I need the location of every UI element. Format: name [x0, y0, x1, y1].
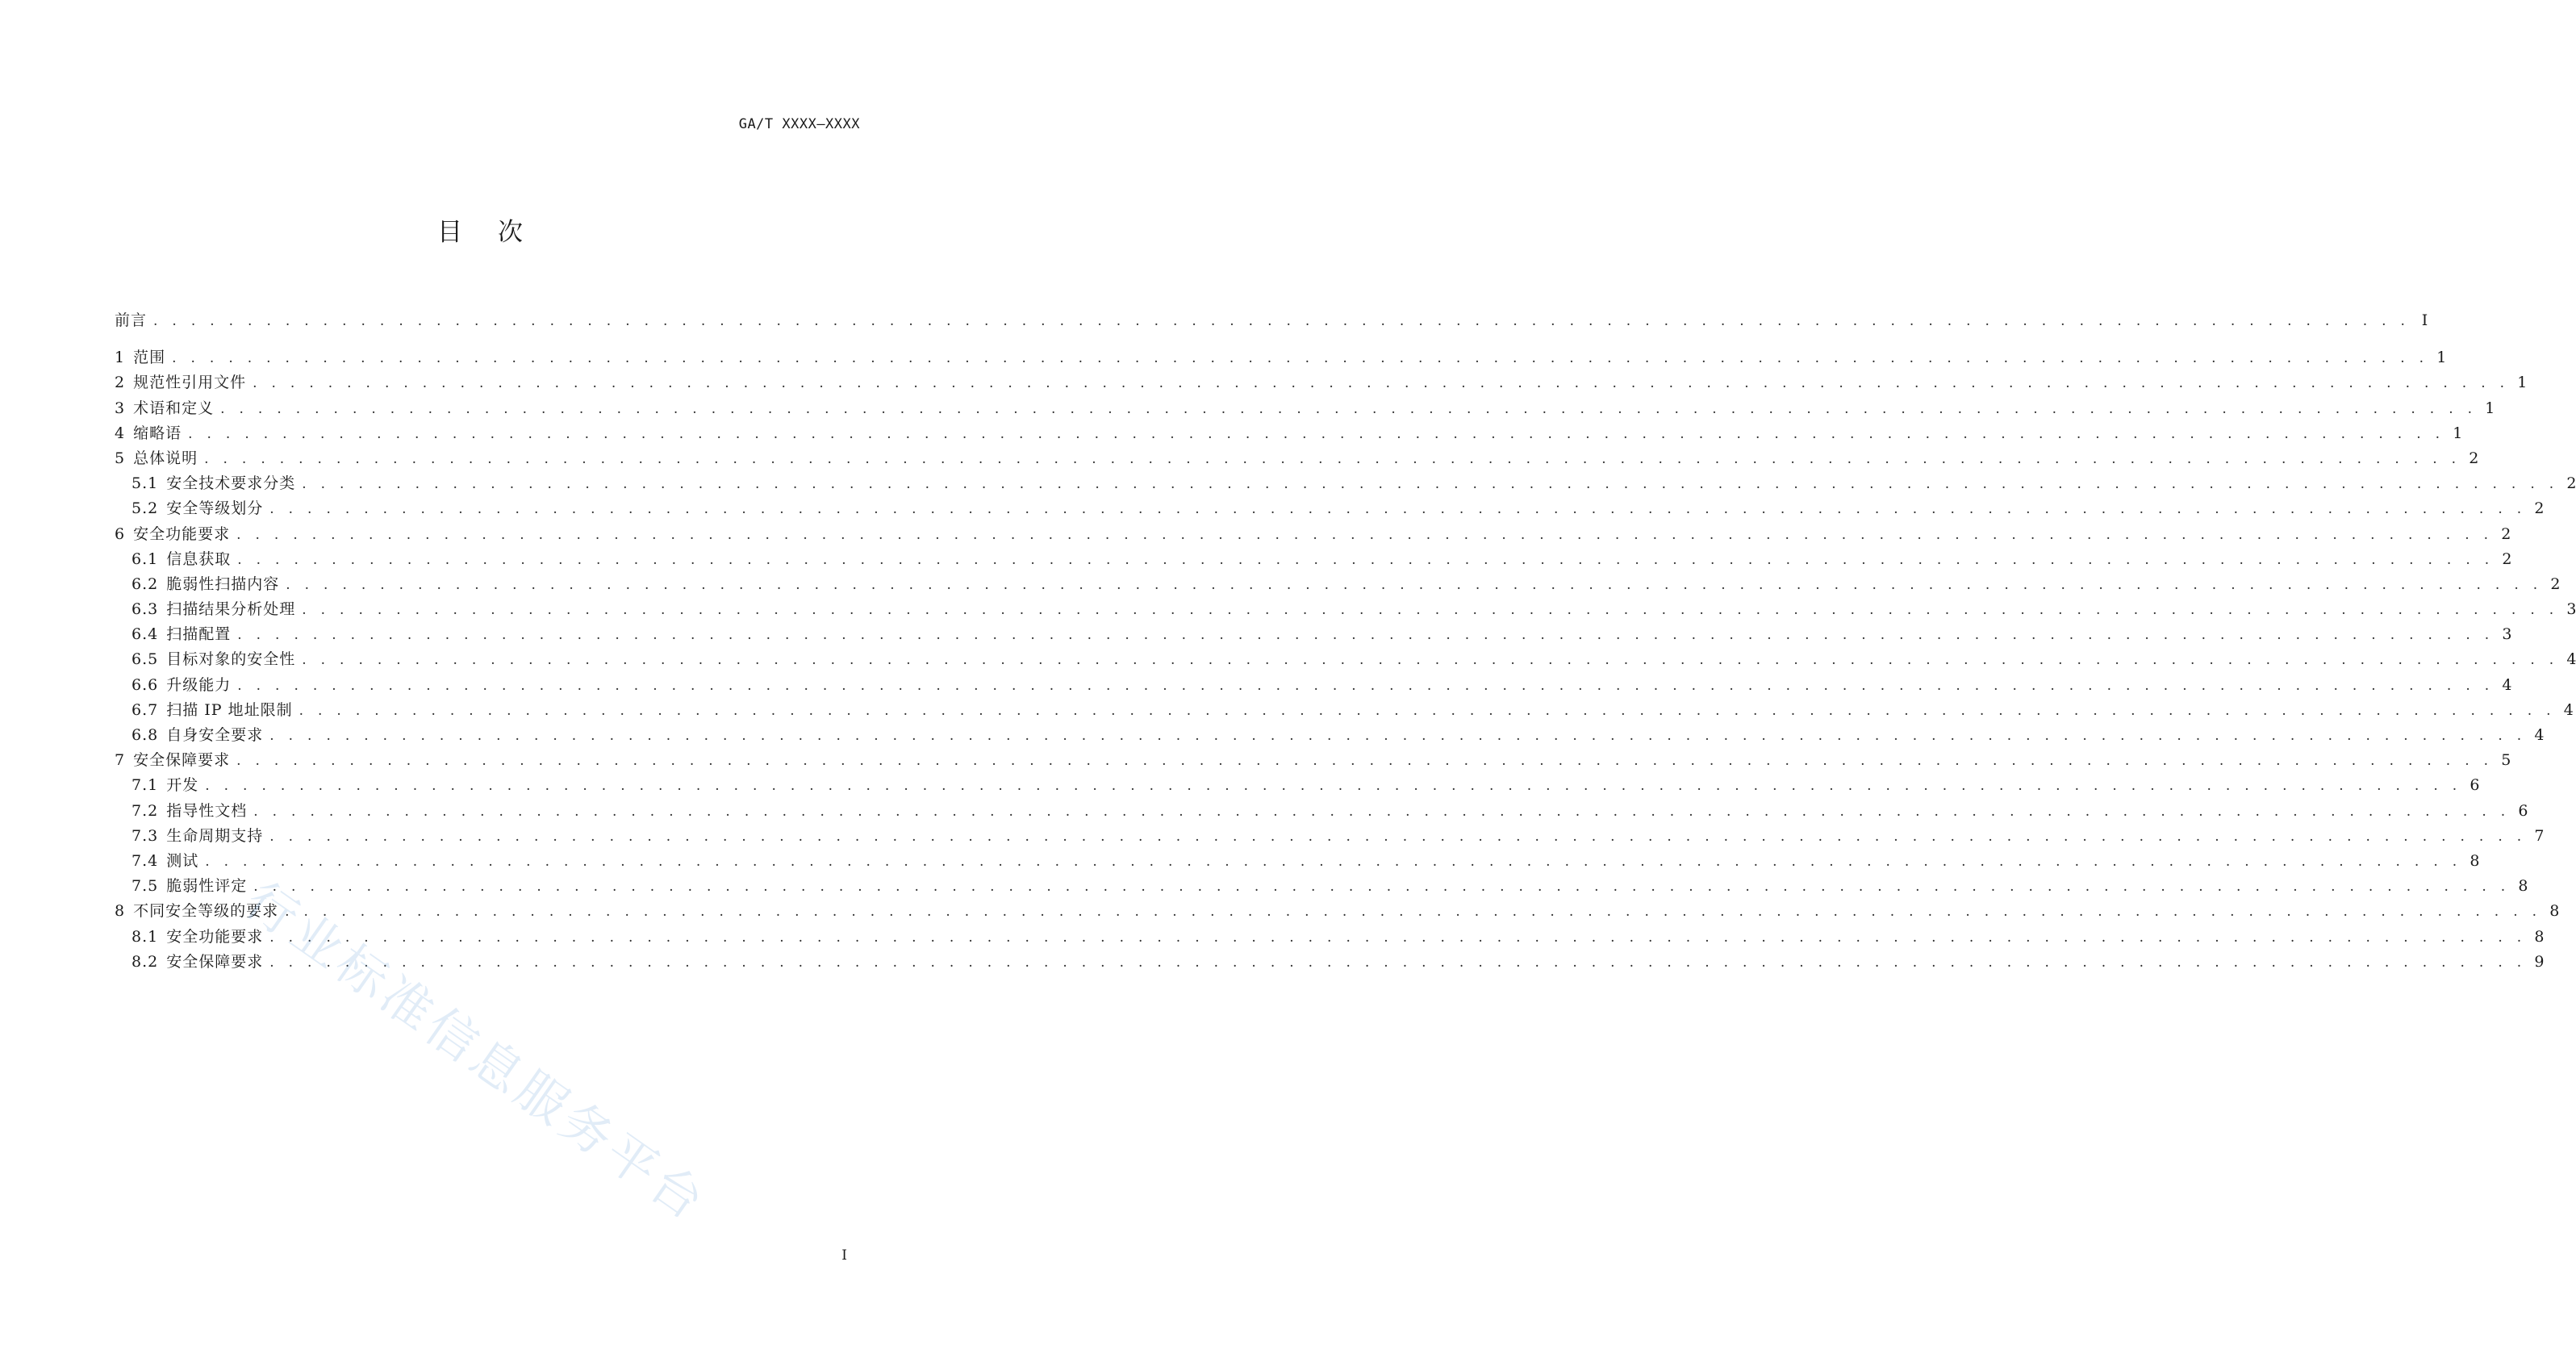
toc-entry-number: 7.2 — [132, 801, 159, 820]
toc-entry[interactable] — [115, 698, 2574, 723]
toc-entry-page: 3 — [2566, 600, 2576, 619]
toc-entry-label: 扫描结果分析处理 — [166, 600, 296, 619]
page-number: I — [841, 1247, 847, 1264]
toc-entry-label: 生命周期支持 — [166, 826, 264, 845]
toc-entry-page: 3 — [2502, 625, 2512, 644]
toc-entry[interactable] — [115, 421, 2463, 446]
toc-entry-number: 4 — [115, 424, 126, 442]
toc-entry-label: 测试 — [166, 851, 199, 870]
toc-leader-dots: . . . . . . . . . . . . . . . . . . . . . . . . . . . . . . . . . . . . . . . . . . . . . . . . . . . . . . . . . . . . . . . . . . . . . . . . . . . . . . . . . . . . . . . . . . . . . . . . . . . . . . . . . . . . . . . . . . . . . . . . — [172, 350, 2429, 367]
document-code: GA/T XXXX—XXXX — [738, 116, 860, 132]
toc-leader-dots: . . . . . . . . . . . . . . . . . . . . . . . . . . . . . . . . . . . . . . . . . . . . . . . . . . . . . . . . . . . . . . . . . . . . . . . . . . . . . . . . . . . . . . . . . . . . . . . . . . . . . . . . . . . . . . . . . . . . . . . . — [302, 602, 2559, 619]
toc-entry-page: 8 — [2518, 877, 2528, 896]
toc-leader-dots: . . . . . . . . . . . . . . . . . . . . . . . . . . . . . . . . . . . . . . . . . . . . . . . . . . . . . . . . . . . . . . . . . . . . . . . . . . . . . . . . . . . . . . . . . . . . . . . . . . . . . . . . . . . . . . . . . . . . . . . . — [153, 313, 2411, 329]
title-char-2: 次 — [498, 218, 523, 247]
toc-entry-number: 6 — [115, 524, 126, 543]
toc-entry-label: 不同安全等级的要求 — [133, 902, 279, 921]
toc-leader-dots: . . . . . . . . . . . . . . . . . . . . . . . . . . . . . . . . . . . . . . . . . . . . . . . . . . . . . . . . . . . . . . . . . . . . . . . . . . . . . . . . . . . . . . . . . . . . . . . . . . . . . . . . . . . . . . . . . . . . . . . . — [269, 954, 2527, 971]
toc-entry-page: 7 — [2534, 826, 2545, 845]
toc-leader-dots: . . . . . . . . . . . . . . . . . . . . . . . . . . . . . . . . . . . . . . . . . . . . . . . . . . . . . . . . . . . . . . . . . . . . . . . . . . . . . . . . . . . . . . . . . . . . . . . . . . . . . . . . . . . . . . . . . . . . . . . . — [205, 853, 2462, 870]
toc-entry-number: 5.2 — [132, 499, 159, 518]
toc-entry[interactable] — [115, 773, 2480, 798]
toc-entry-page: 2 — [2469, 449, 2479, 467]
toc-entry-label: 自身安全要求 — [166, 726, 264, 744]
toc-entry-number: 8.2 — [132, 952, 159, 971]
toc-entry-page: 1 — [2517, 374, 2528, 392]
toc-entry-number: 6.7 — [132, 700, 159, 719]
toc-entry-label: 范围 — [133, 349, 166, 367]
toc-leader-dots: . . . . . . . . . . . . . . . . . . . . . . . . . . . . . . . . . . . . . . . . . . . . . . . . . . . . . . . . . . . . . . . . . . . . . . . . . . . . . . . . . . . . . . . . . . . . . . . . . . . . . . . . . . . . . . . . . . . . . . . . — [205, 778, 2462, 795]
toc-entry-page: 4 — [2563, 700, 2574, 719]
toc-entry[interactable] — [115, 370, 2528, 395]
toc-entry-label: 安全功能要求 — [133, 524, 231, 543]
toc-entry-page: 8 — [2549, 902, 2560, 921]
toc-leader-dots: . . . . . . . . . . . . . . . . . . . . . . . . . . . . . . . . . . . . . . . . . . . . . . . . . . . . . . . . . . . . . . . . . . . . . . . . . . . . . . . . . . . . . . . . . . . . . . . . . . . . . . . . . . . . . . . . . . . . . . . . — [237, 627, 2495, 644]
toc-leader-dots: . . . . . . . . . . . . . . . . . . . . . . . . . . . . . . . . . . . . . . . . . . . . . . . . . . . . . . . . . . . . . . . . . . . . . . . . . . . . . . . . . . . . . . . . . . . . . . . . . . . . . . . . . . . . . . . . . . . . . . . . — [237, 551, 2495, 568]
toc-entry-page: 9 — [2534, 952, 2545, 971]
toc-entry[interactable] — [115, 673, 2512, 698]
toc-entry[interactable] — [115, 597, 2576, 622]
toc-entry[interactable] — [115, 345, 2447, 370]
toc-entry-label: 升级能力 — [166, 675, 232, 694]
toc-entry-page: 2 — [2502, 549, 2512, 568]
toc-entry-number: 6.4 — [132, 625, 159, 644]
toc-entry-label: 安全保障要求 — [133, 751, 231, 770]
toc-entry-page: 1 — [2436, 349, 2447, 367]
toc-entry[interactable] — [115, 824, 2545, 849]
toc-leader-dots: . . . . . . . . . . . . . . . . . . . . . . . . . . . . . . . . . . . . . . . . . . . . . . . . . . . . . . . . . . . . . . . . . . . . . . . . . . . . . . . . . . . . . . . . . . . . . . . . . . . . . . . . . . . . . . . . . . . . . . . . — [286, 576, 2543, 593]
toc-leader-dots: . . . . . . . . . . . . . . . . . . . . . . . . . . . . . . . . . . . . . . . . . . . . . . . . . . . . . . . . . . . . . . . . . . . . . . . . . . . . . . . . . . . . . . . . . . . . . . . . . . . . . . . . . . . . . . . . . . . . . . . . — [188, 425, 2445, 442]
toc-leader-dots: . . . . . . . . . . . . . . . . . . . . . . . . . . . . . . . . . . . . . . . . . . . . . . . . . . . . . . . . . . . . . . . . . . . . . . . . . . . . . . . . . . . . . . . . . . . . . . . . . . . . . . . . . . . . . . . . . . . . . . . . — [237, 677, 2495, 694]
toc-entry[interactable] — [115, 647, 2576, 672]
toc-entry-label: 安全保障要求 — [166, 952, 264, 971]
toc-entry-number: 6.6 — [132, 675, 159, 694]
toc-entry-label: 目标对象的安全性 — [166, 650, 296, 669]
toc-entry[interactable] — [115, 471, 2576, 496]
toc-entry[interactable] — [115, 522, 2511, 547]
toc-leader-dots: . . . . . . . . . . . . . . . . . . . . . . . . . . . . . . . . . . . . . . . . . . . . . . . . . . . . . . . . . . . . . . . . . . . . . . . . . . . . . . . . . . . . . . . . . . . . . . . . . . . . . . . . . . . . . . . . . . . . . . . . — [269, 828, 2527, 845]
toc-entry[interactable] — [115, 396, 2495, 421]
toc-leader-dots: . . . . . . . . . . . . . . . . . . . . . . . . . . . . . . . . . . . . . . . . . . . . . . . . . . . . . . . . . . . . . . . . . . . . . . . . . . . . . . . . . . . . . . . . . . . . . . . . . . . . . . . . . . . . . . . . . . . . . . . . — [236, 753, 2494, 770]
toc-entry-page: 8 — [2470, 851, 2480, 870]
toc-entry[interactable] — [115, 723, 2545, 748]
toc-entry-page: 8 — [2534, 927, 2545, 946]
toc-entry-label: 扫描配置 — [166, 625, 232, 644]
toc-leader-dots: . . . . . . . . . . . . . . . . . . . . . . . . . . . . . . . . . . . . . . . . . . . . . . . . . . . . . . . . . . . . . . . . . . . . . . . . . . . . . . . . . . . . . . . . . . . . . . . . . . . . . . . . . . . . . . . . . . . . . . . . — [299, 702, 2556, 719]
toc-leader-dots: . . . . . . . . . . . . . . . . . . . . . . . . . . . . . . . . . . . . . . . . . . . . . . . . . . . . . . . . . . . . . . . . . . . . . . . . . . . . . . . . . . . . . . . . . . . . . . . . . . . . . . . . . . . . . . . . . . . . . . . . — [236, 526, 2494, 543]
toc-entry[interactable] — [115, 572, 2561, 597]
toc-entry-label: 安全功能要求 — [166, 927, 264, 946]
toc-entry-number: 8.1 — [132, 927, 159, 946]
page-title — [0, 211, 960, 248]
watermark: 行业标准信息服务平台 — [235, 870, 719, 1234]
toc-leader-dots: . . . . . . . . . . . . . . . . . . . . . . . . . . . . . . . . . . . . . . . . . . . . . . . . . . . . . . . . . . . . . . . . . . . . . . . . . . . . . . . . . . . . . . . . . . . . . . . . . . . . . . . . . . . . . . . . . . . . . . . . — [269, 929, 2527, 946]
toc-entry-number: 6.5 — [132, 650, 159, 669]
toc-leader-dots: . . . . . . . . . . . . . . . . . . . . . . . . . . . . . . . . . . . . . . . . . . . . . . . . . . . . . . . . . . . . . . . . . . . . . . . . . . . . . . . . . . . . . . . . . . . . . . . . . . . . . . . . . . . . . . . . . . . . . . . . — [269, 501, 2527, 518]
toc-leader-dots: . . . . . . . . . . . . . . . . . . . . . . . . . . . . . . . . . . . . . . . . . . . . . . . . . . . . . . . . . . . . . . . . . . . . . . . . . . . . . . . . . . . . . . . . . . . . . . . . . . . . . . . . . . . . . . . . . . . . . . . . — [285, 904, 2542, 921]
toc-leader-dots: . . . . . . . . . . . . . . . . . . . . . . . . . . . . . . . . . . . . . . . . . . . . . . . . . . . . . . . . . . . . . . . . . . . . . . . . . . . . . . . . . . . . . . . . . . . . . . . . . . . . . . . . . . . . . . . . . . . . . . . . — [253, 375, 2510, 392]
toc-entry-page: 1 — [2485, 399, 2495, 417]
toc-entry-page: 1 — [2453, 424, 2463, 442]
toc-entry[interactable] — [115, 799, 2528, 824]
toc-entry-number: 7.3 — [132, 826, 159, 845]
toc-leader-dots: . . . . . . . . . . . . . . . . . . . . . . . . . . . . . . . . . . . . . . . . . . . . . . . . . . . . . . . . . . . . . . . . . . . . . . . . . . . . . . . . . . . . . . . . . . . . . . . . . . . . . . . . . . . . . . . . . . . . . . . . — [269, 728, 2527, 744]
toc-entry[interactable] — [115, 748, 2511, 773]
toc-entry-page: I — [2421, 311, 2428, 329]
toc-entry-label: 安全技术要求分类 — [166, 474, 296, 493]
toc-entry-page: 2 — [2534, 499, 2545, 518]
toc-entry-label: 信息获取 — [166, 549, 232, 568]
toc-entry-label: 规范性引用文件 — [133, 374, 247, 392]
toc-entry-label: 术语和定义 — [133, 399, 215, 417]
toc-entry[interactable] — [115, 622, 2512, 647]
toc-entry[interactable] — [115, 308, 2428, 333]
toc-leader-dots: . . . . . . . . . . . . . . . . . . . . . . . . . . . . . . . . . . . . . . . . . . . . . . . . . . . . . . . . . . . . . . . . . . . . . . . . . . . . . . . . . . . . . . . . . . . . . . . . . . . . . . . . . . . . . . . . . . . . . . . . — [253, 803, 2511, 820]
toc-entry-number: 7.5 — [132, 877, 159, 896]
toc-entry[interactable] — [115, 849, 2480, 874]
toc-entry-page: 2 — [2566, 474, 2576, 493]
toc-entry-page: 2 — [2501, 524, 2511, 543]
toc-entry-label: 开发 — [166, 776, 199, 795]
toc-entry-page: 4 — [2534, 726, 2545, 744]
table-of-contents — [115, 308, 2576, 975]
toc-entry-page: 2 — [2550, 575, 2561, 593]
toc-leader-dots: . . . . . . . . . . . . . . . . . . . . . . . . . . . . . . . . . . . . . . . . . . . . . . . . . . . . . . . . . . . . . . . . . . . . . . . . . . . . . . . . . . . . . . . . . . . . . . . . . . . . . . . . . . . . . . . . . . . . . . . . — [220, 400, 2478, 417]
toc-entry-number: 6.8 — [132, 726, 159, 744]
toc-entry-label: 指导性文档 — [166, 801, 248, 820]
toc-entry-label: 扫描 IP 地址限制 — [166, 700, 293, 719]
toc-entry-number: 8 — [115, 902, 126, 921]
toc-entry-label: 脆弱性评定 — [166, 877, 248, 896]
toc-entry-number: 2 — [115, 374, 126, 392]
toc-entry[interactable] — [115, 925, 2545, 950]
toc-entry-number: 5.1 — [132, 474, 159, 493]
toc-entry-label: 安全等级划分 — [166, 499, 264, 518]
toc-entry-page: 5 — [2501, 751, 2511, 770]
toc-entry-page: 6 — [2470, 776, 2480, 795]
toc-leader-dots: . . . . . . . . . . . . . . . . . . . . . . . . . . . . . . . . . . . . . . . . . . . . . . . . . . . . . . . . . . . . . . . . . . . . . . . . . . . . . . . . . . . . . . . . . . . . . . . . . . . . . . . . . . . . . . . . . . . . . . . . — [253, 879, 2511, 896]
toc-leader-dots: . . . . . . . . . . . . . . . . . . . . . . . . . . . . . . . . . . . . . . . . . . . . . . . . . . . . . . . . . . . . . . . . . . . . . . . . . . . . . . . . . . . . . . . . . . . . . . . . . . . . . . . . . . . . . . . . . . . . . . . . — [204, 450, 2461, 467]
toc-entry-number: 3 — [115, 399, 126, 417]
toc-entry-number: 6.2 — [132, 575, 159, 593]
toc-entry-label: 缩略语 — [133, 424, 182, 442]
toc-entry-number: 6.3 — [132, 600, 159, 619]
toc-entry-page: 4 — [2566, 650, 2576, 669]
toc-entry-label: 前言 — [115, 311, 148, 329]
toc-entry[interactable] — [115, 547, 2512, 572]
toc-leader-dots: . . . . . . . . . . . . . . . . . . . . . . . . . . . . . . . . . . . . . . . . . . . . . . . . . . . . . . . . . . . . . . . . . . . . . . . . . . . . . . . . . . . . . . . . . . . . . . . . . . . . . . . . . . . . . . . . . . . . . . . . — [302, 476, 2559, 493]
toc-entry-number: 7 — [115, 751, 126, 770]
toc-entry[interactable] — [115, 874, 2528, 899]
toc-entry-number: 7.1 — [132, 776, 159, 795]
toc-leader-dots: . . . . . . . . . . . . . . . . . . . . . . . . . . . . . . . . . . . . . . . . . . . . . . . . . . . . . . . . . . . . . . . . . . . . . . . . . . . . . . . . . . . . . . . . . . . . . . . . . . . . . . . . . . . . . . . . . . . . . . . . — [302, 652, 2559, 669]
toc-entry[interactable] — [115, 496, 2545, 521]
toc-entry-label: 脆弱性扫描内容 — [166, 575, 280, 593]
toc-entry[interactable] — [115, 950, 2545, 975]
toc-entry-number: 6.1 — [132, 549, 159, 568]
toc-entry-page: 4 — [2502, 675, 2512, 694]
toc-entry-number: 5 — [115, 449, 126, 467]
toc-entry[interactable] — [115, 446, 2479, 471]
toc-entry-page: 6 — [2518, 801, 2528, 820]
toc-entry[interactable] — [115, 899, 2560, 924]
toc-entry-label: 总体说明 — [133, 449, 198, 467]
toc-entry-number: 1 — [115, 349, 126, 367]
toc-entry-number: 7.4 — [132, 851, 159, 870]
title-char-1: 目 — [437, 218, 462, 247]
